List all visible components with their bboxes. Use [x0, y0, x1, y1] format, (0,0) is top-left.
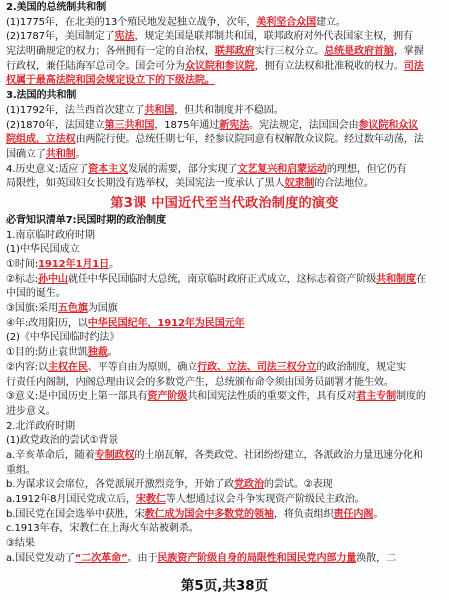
- text-run: 涣散，二: [356, 552, 397, 564]
- text-run: 实行三权分立。: [254, 46, 325, 58]
- key-term: 专制政权: [94, 449, 135, 461]
- text-run: 第3课 中国近代至当代政治制度的演变: [110, 195, 339, 211]
- key-term: 共和国: [144, 104, 175, 116]
- text-line: [6, 390, 443, 405]
- key-term: 共和制度: [376, 273, 416, 285]
- text-run: 行责任内阁制，内阁总理由议会的多数党产生，总统颁布命令须由国务员副署才能生效。: [6, 376, 394, 388]
- section-heading: [6, 89, 443, 104]
- section-heading: [6, 214, 443, 229]
- text-run: ③国旗:采用: [6, 303, 58, 315]
- text-run: 在: [415, 273, 426, 285]
- key-term: 参议院和众议: [358, 119, 419, 131]
- text-run: 进步意义。: [6, 405, 56, 417]
- text-line: [6, 331, 443, 346]
- text-run: a.国民党发动了: [6, 552, 75, 564]
- text-run: 制度的: [396, 391, 426, 403]
- key-term: 民族资产阶级自身的局限性和国民党内部力量: [157, 552, 357, 564]
- text-run: 。: [109, 259, 120, 270]
- text-run: 局限性，如英国妇女长期没有选举权，美国宪法一度承认了黑人: [6, 178, 285, 190]
- text-run: 。: [107, 347, 118, 359]
- text-line: [6, 508, 443, 523]
- text-line: [6, 346, 443, 361]
- text-run: ②内容:以: [6, 361, 48, 373]
- key-term: 文艺复兴和启蒙运动: [237, 163, 327, 175]
- key-term: 联邦政府: [214, 46, 255, 58]
- text-run: ③结果: [6, 538, 35, 550]
- key-term: 总统是政府首脑: [324, 46, 394, 58]
- text-run: 必背知识清单7:民国时期的政治制度: [6, 214, 166, 226]
- text-line: [6, 148, 443, 163]
- text-run: 。宪法规定，法国国会由: [249, 119, 359, 131]
- text-line: [6, 317, 443, 332]
- key-term: 1912年1月1日: [38, 259, 110, 270]
- key-term: 教仁成为国会中多数党的领袖: [144, 508, 274, 520]
- text-line: [6, 163, 443, 178]
- text-line: [6, 405, 443, 420]
- text-run: ，拥有立法权和批准税收的权力。: [254, 60, 404, 72]
- text-line: [6, 229, 443, 244]
- text-run: (1)中华民国成立: [6, 244, 80, 256]
- text-run: ，将负责组织: [273, 508, 334, 520]
- text-run: ，规定美国是联邦制共和国，联邦政府对外代表国家主权，拥有: [134, 31, 413, 43]
- text-run: ①时间:: [6, 259, 39, 270]
- text-run: ，掌握: [393, 46, 424, 58]
- text-run: 宪法明确规定的权力；各州拥有一定的自治权，: [6, 46, 215, 58]
- text-line: [6, 537, 443, 552]
- text-run: 重组。: [6, 464, 36, 476]
- text-line: [6, 258, 443, 273]
- key-term: 共和制: [45, 148, 76, 160]
- text-line: [6, 522, 443, 537]
- text-run: ①目的:防止袁世凯: [6, 347, 88, 359]
- text-line: [6, 464, 443, 479]
- text-run: b.国民党在国会选举中获胜，宋: [6, 508, 145, 520]
- key-term: 五色旗: [57, 303, 88, 315]
- text-run: 国确立了: [6, 148, 46, 160]
- text-run: 的理想，但它仍有: [326, 163, 407, 175]
- text-run: ③意义:是中国历史上第一部具有: [6, 391, 148, 403]
- text-run: (1)1792年，法兰西首次建立了: [6, 104, 145, 116]
- text-line: [6, 302, 443, 317]
- key-term: 司法: [403, 60, 424, 72]
- text-line: [6, 177, 443, 192]
- text-run: 2.北洋政府时期: [6, 420, 75, 432]
- text-run: 。: [373, 508, 384, 520]
- key-term: 独裁: [87, 347, 108, 359]
- text-run: a.辛亥革命后，随着: [6, 449, 95, 461]
- text-line: [6, 552, 443, 567]
- text-run: 行政权，兼任陆海军总司令。国会可分为: [6, 60, 185, 72]
- text-run: ，1875年通过: [154, 119, 220, 131]
- text-line: [6, 30, 443, 45]
- text-line: [6, 376, 443, 391]
- text-line: [6, 60, 443, 75]
- key-term: 党政治: [234, 479, 264, 491]
- text-run: a.1912年8月国民党成立后，: [6, 494, 136, 505]
- key-term: 君主专制: [356, 391, 397, 403]
- text-run: b.为谋求议会席位，各党派展开激烈竞争，开始了政: [6, 479, 235, 491]
- text-line: [6, 434, 443, 449]
- text-run: 发展的需要，部分实现了: [127, 163, 238, 175]
- key-term: 美利坚合众国: [256, 16, 317, 28]
- key-term: 众议院和参议院: [185, 60, 255, 72]
- text-line: [6, 478, 443, 493]
- text-run: c.1913年春，宋教仁在上海火车站被刺杀。: [6, 523, 199, 535]
- text-run: 3.法国的共和制: [6, 90, 77, 102]
- key-term: “二次革命”: [74, 552, 128, 564]
- key-term: 权属于最高法院和国会规定设立下的下级法院。: [6, 75, 215, 87]
- text-run: (1)1775年，在北美的13个殖民地发起独立战争，次年，: [6, 16, 257, 28]
- text-run: ④年:改用阳历，以: [6, 317, 88, 329]
- text-line: [6, 243, 443, 258]
- key-term: 奴隶制: [284, 178, 315, 190]
- text-run: 由两院行使。总统任期七年，经参议院同意有权解散众议院。经过数年动荡，法: [75, 134, 424, 146]
- text-run: 中国的诞生。: [6, 288, 66, 300]
- text-run: 的土崩瓦解，各类政党、社团纷纷建立，各派政治力量迅速分化和: [134, 449, 423, 461]
- text-run: 的政治制度，规定实: [316, 361, 406, 373]
- key-term: 资本主义: [88, 163, 128, 175]
- text-run: 建立。: [316, 16, 346, 28]
- text-line: [6, 361, 443, 376]
- text-run: (1)政党政治的尝试①背景: [6, 435, 119, 447]
- text-run: ，但共和制度并不稳固。: [174, 104, 284, 116]
- key-term: 新宪法: [219, 119, 250, 131]
- text-line: [6, 273, 443, 288]
- key-term: 中华民国纪年，1912年为民国元年: [87, 317, 245, 329]
- key-term: 院组成，立法权: [6, 134, 76, 146]
- text-run: (2)《中华民国临时约法》: [6, 332, 120, 344]
- text-run: (2)1787年，美国制定了: [6, 31, 115, 43]
- text-line: [6, 104, 443, 119]
- text-run: 为国旗: [87, 303, 118, 315]
- text-run: 。由于: [127, 552, 158, 564]
- text-run: 4.历史意义:适应了: [6, 163, 89, 175]
- text-run: ②标志:: [6, 273, 39, 285]
- document-body: [6, 1, 443, 566]
- text-run: (2)1870年，法国建立: [6, 119, 105, 131]
- text-line: [6, 133, 443, 148]
- key-term: 主权在民: [47, 361, 88, 373]
- text-run: 就任中华民国临时大总统，南京临时政府正式成立，这标志着资产阶级: [67, 273, 377, 285]
- text-line: [6, 420, 443, 435]
- key-term: 行政、立法、司法三权分立: [197, 361, 317, 373]
- text-line: [6, 287, 443, 302]
- page-footer: 第5页,共38页: [180, 578, 269, 594]
- text-line: [6, 16, 443, 31]
- text-line: [6, 449, 443, 464]
- key-term: 宪法: [114, 31, 135, 43]
- key-term: 资产阶级: [147, 391, 188, 403]
- text-run: 的尝试。②表现: [263, 479, 333, 491]
- text-run: 等人想通过议会斗争实现资产阶级民主政治。: [165, 494, 365, 505]
- text-run: 共和国宪法性质的重要文件，具有反对: [187, 391, 357, 403]
- text-run: 1.南京临时政府时期: [6, 229, 95, 241]
- section-heading: [6, 1, 443, 16]
- text-line: [6, 45, 443, 60]
- text-run: 、平等自由为原则，确立: [87, 361, 198, 373]
- text-run: 2.美国的总统制共和制: [6, 2, 107, 13]
- text-run: 。: [75, 148, 86, 160]
- key-term: 宋教仁: [135, 494, 166, 505]
- key-term: 责任内阁: [333, 508, 374, 520]
- text-run: 的合法地位。: [314, 178, 374, 190]
- lesson-title: [6, 193, 443, 214]
- text-line: [6, 119, 443, 134]
- key-term: 孙中山: [38, 273, 68, 285]
- key-term: 第三共和国: [104, 119, 155, 131]
- text-line: [6, 493, 443, 508]
- text-line: [6, 74, 443, 89]
